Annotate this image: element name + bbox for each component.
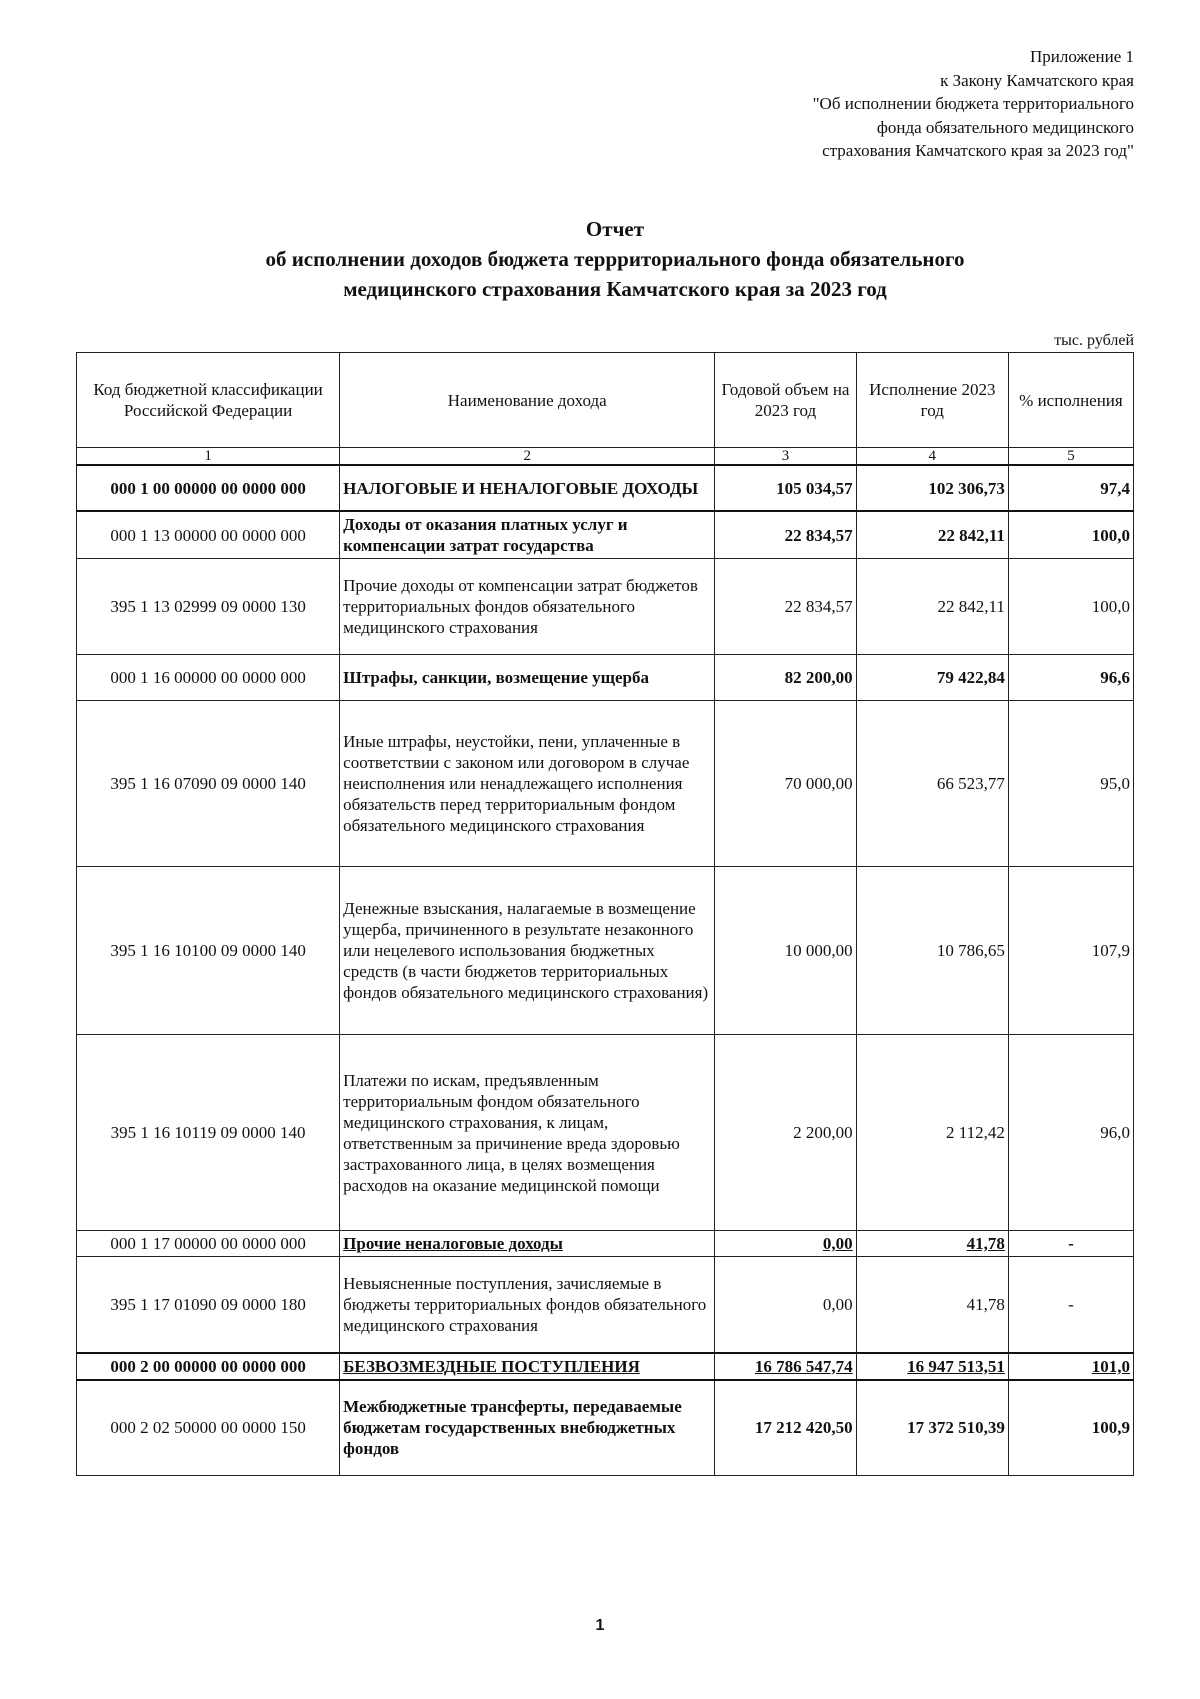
row-fact: 10 786,65 <box>856 867 1008 1035</box>
row-pct: - <box>1008 1231 1133 1257</box>
row-code: 000 1 13 00000 00 0000 000 <box>77 511 340 559</box>
row-fact: 17 372 510,39 <box>856 1380 1008 1476</box>
column-number-row <box>77 448 1134 466</box>
row-code: 000 1 17 00000 00 0000 000 <box>77 1231 340 1257</box>
appendix-header <box>654 45 1134 163</box>
row-code: 395 1 13 02999 09 0000 130 <box>77 559 340 655</box>
row-fact: 41,78 <box>856 1257 1008 1353</box>
row-code: 000 2 00 00000 00 0000 000 <box>77 1353 340 1380</box>
units-label: тыс. рублей <box>1054 332 1134 349</box>
row-pct: 97,4 <box>1008 465 1133 511</box>
row-code: 000 2 02 50000 00 0000 150 <box>77 1380 340 1476</box>
appendix-line: Приложение 1 <box>1030 47 1134 66</box>
row-plan: 0,00 <box>715 1257 856 1353</box>
row-name: Невыясненные поступления, зачисляемые в бюджеты территориальных фондов обязательного медицинского страхования <box>340 1257 715 1353</box>
appendix-line: фонда обязательного медицинского <box>876 117 1134 137</box>
table-row <box>77 701 1134 867</box>
report-title <box>160 214 1070 304</box>
table-row <box>77 559 1134 655</box>
table-row <box>77 1353 1134 1380</box>
row-plan: 82 200,00 <box>715 655 856 701</box>
header-pct: % исполнения <box>1008 353 1133 448</box>
row-pct: 96,0 <box>1008 1035 1133 1231</box>
row-pct: 96,6 <box>1008 655 1133 701</box>
column-number: 4 <box>856 448 1008 466</box>
table-row <box>77 655 1134 701</box>
row-fact: 79 422,84 <box>856 655 1008 701</box>
row-code: 395 1 17 01090 09 0000 180 <box>77 1257 340 1353</box>
row-fact: 16 947 513,51 <box>856 1353 1008 1380</box>
row-name: Штрафы, санкции, возмещение ущерба <box>340 655 715 701</box>
row-plan: 0,00 <box>715 1231 856 1257</box>
row-name: Доходы от оказания платных услуг и компенсации затрат государства <box>340 511 715 559</box>
row-pct: 100,0 <box>1008 559 1133 655</box>
row-name: Прочие доходы от компенсации затрат бюджетов территориальных фондов обязательного медицинского страхования <box>340 559 715 655</box>
row-name: Иные штрафы, неустойки, пени, уплаченные в соответствии с законом или договором в случае неисполнения или ненадлежащего исполнения обязательств перед территориальным фондом обязательного медицинского страхования <box>340 701 715 867</box>
page-number: 1 <box>595 1617 605 1634</box>
row-pct: 107,9 <box>1008 867 1133 1035</box>
header-code: Код бюджетной классификации Российской Федерации <box>77 353 340 448</box>
row-fact: 22 842,11 <box>856 559 1008 655</box>
row-name: БЕЗВОЗМЕЗДНЫЕ ПОСТУПЛЕНИЯ <box>340 1353 715 1380</box>
row-pct: 100,0 <box>1008 511 1133 559</box>
header-name: Наименование дохода <box>340 353 715 448</box>
row-pct: 100,9 <box>1008 1380 1133 1476</box>
row-code: 000 1 16 00000 00 0000 000 <box>77 655 340 701</box>
title-line: Отчет <box>585 217 645 241</box>
table-header-row <box>77 353 1134 448</box>
row-code: 000 1 00 00000 00 0000 000 <box>77 465 340 511</box>
table-row <box>77 1231 1134 1257</box>
row-plan: 17 212 420,50 <box>715 1380 856 1476</box>
header-fact: Исполнение 2023 год <box>856 353 1008 448</box>
income-report-table <box>76 352 1134 1476</box>
row-fact: 66 523,77 <box>856 701 1008 867</box>
row-name: НАЛОГОВЫЕ И НЕНАЛОГОВЫЕ ДОХОДЫ <box>340 465 715 511</box>
table-row <box>77 1035 1134 1231</box>
table-row <box>77 1257 1134 1353</box>
appendix-line: страхования Камчатского края за 2023 год" <box>822 141 1134 160</box>
row-pct: 95,0 <box>1008 701 1133 867</box>
row-pct: - <box>1008 1257 1133 1353</box>
appendix-line: к Закону Камчатского края <box>940 70 1134 90</box>
table-row <box>77 511 1134 559</box>
column-number: 3 <box>715 448 856 466</box>
row-name: Платежи по искам, предъявленным территориальным фондом обязательного медицинского страхования, к лицам, ответственным за причинение вреда здоровью застрахованного лица, в целях возмещения расходов на оказание медицинской помощи <box>340 1035 715 1231</box>
title-line: об исполнении доходов бюджета террриториального фонда обязательного <box>265 247 965 271</box>
row-name: Прочие неналоговые доходы <box>340 1231 715 1257</box>
column-number: 2 <box>340 448 715 466</box>
row-fact: 2 112,42 <box>856 1035 1008 1231</box>
row-fact: 102 306,73 <box>856 465 1008 511</box>
row-code: 395 1 16 07090 09 0000 140 <box>77 701 340 867</box>
row-code: 395 1 16 10119 09 0000 140 <box>77 1035 340 1231</box>
table-row <box>77 867 1134 1035</box>
appendix-line: "Об исполнении бюджета территориального <box>812 94 1134 113</box>
column-number: 5 <box>1008 448 1133 466</box>
row-fact: 41,78 <box>856 1231 1008 1257</box>
row-name: Денежные взыскания, налагаемые в возмещение ущерба, причиненного в результате незаконного или нецелевого использования бюджетных средств (в части бюджетов территориальных фондов обязательного медицинского страхования) <box>340 867 715 1035</box>
table-row <box>77 465 1134 511</box>
row-plan: 16 786 547,74 <box>715 1353 856 1380</box>
row-plan: 2 200,00 <box>715 1035 856 1231</box>
row-code: 395 1 16 10100 09 0000 140 <box>77 867 340 1035</box>
row-name: Межбюджетные трансферты, передаваемые бюджетам государственных внебюджетных фондов <box>340 1380 715 1476</box>
row-plan: 105 034,57 <box>715 465 856 511</box>
header-plan: Годовой объем на 2023 год <box>715 353 856 448</box>
row-fact: 22 842,11 <box>856 511 1008 559</box>
row-plan: 22 834,57 <box>715 559 856 655</box>
row-plan: 22 834,57 <box>715 511 856 559</box>
title-line: медицинского страхования Камчатского края за 2023 год <box>343 277 887 301</box>
row-plan: 70 000,00 <box>715 701 856 867</box>
row-plan: 10 000,00 <box>715 867 856 1035</box>
row-pct: 101,0 <box>1008 1353 1133 1380</box>
table-row <box>77 1380 1134 1476</box>
column-number: 1 <box>77 448 340 466</box>
